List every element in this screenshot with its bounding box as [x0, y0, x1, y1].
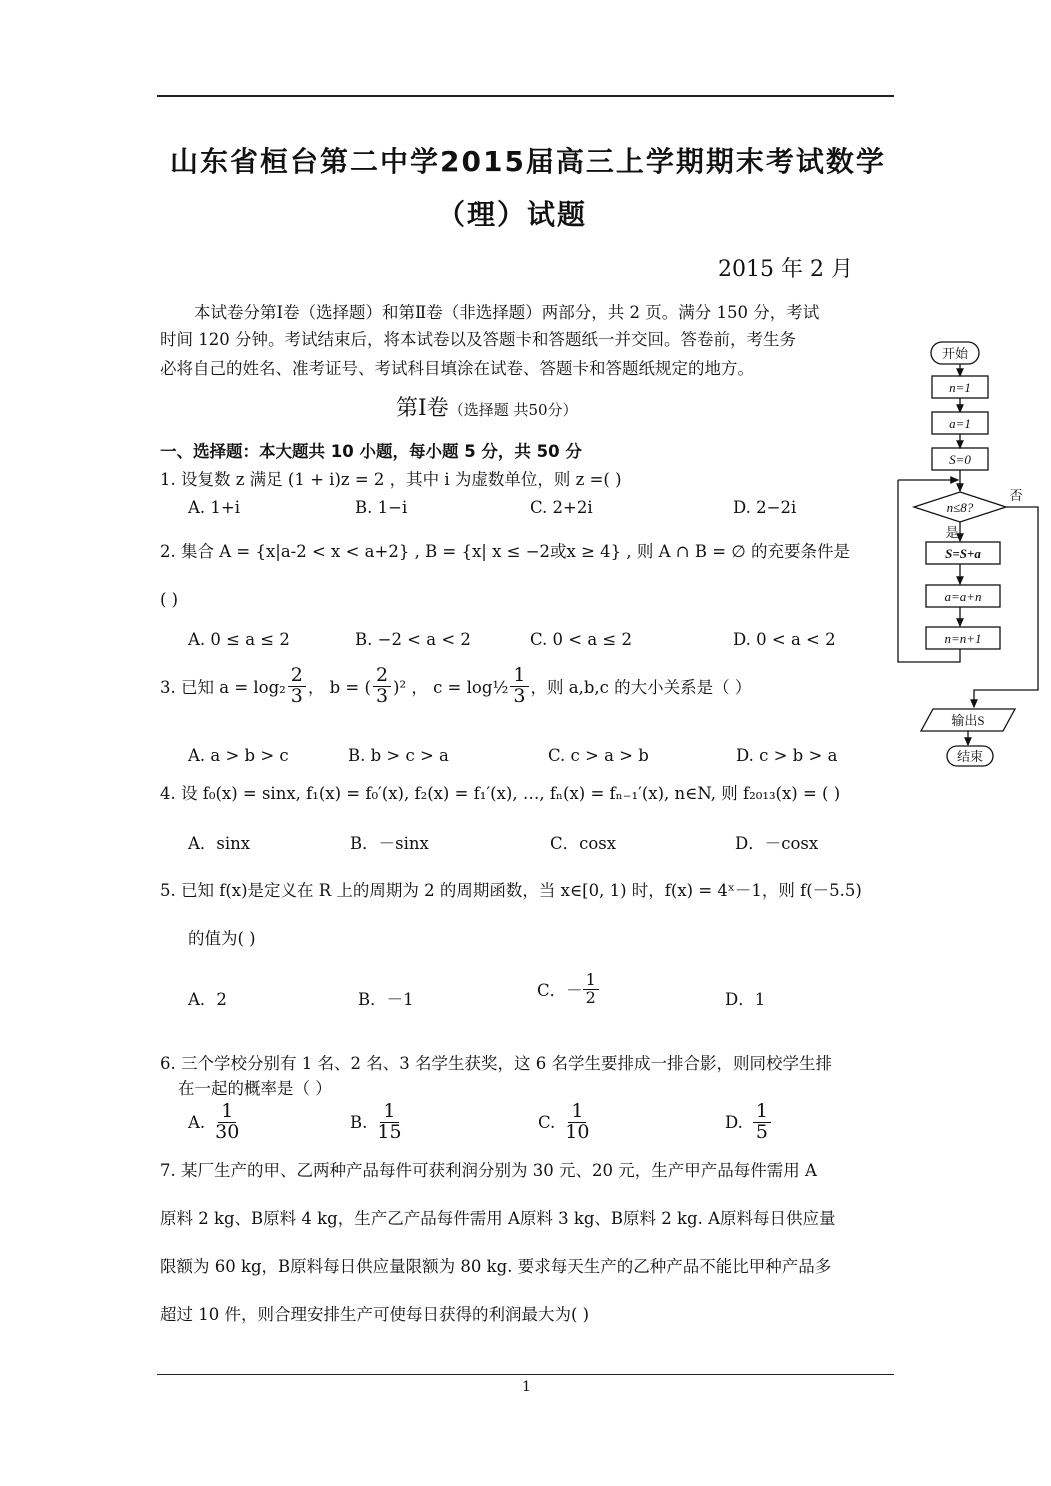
option-fraction: [377, 1102, 401, 1143]
part-heading-main: 第Ⅰ卷: [396, 396, 449, 421]
question-2-option-b: B. −2 < a < 2: [355, 630, 471, 649]
question-4-option-c: C．cosx: [550, 834, 617, 853]
option-fraction: [753, 1102, 771, 1143]
question-5-option-b: B．－1: [358, 990, 414, 1009]
question-3-part-1: 3. 已知 a = log₂: [160, 678, 286, 698]
question-1-option-b: B. 1−i: [355, 498, 408, 517]
part-heading-sub: （选择题 共50分）: [448, 401, 578, 419]
question-1-option-c: C. 2+2i: [530, 498, 593, 517]
question-7-line-4: 超过 10 件，则合理安排生产可使每日获得的利润最大为( ): [160, 1305, 590, 1324]
question-6-stem-1: 6. 三个学校分别有 1 名、2 名、3 名学生获奖，这 6 名学生要排成一排合影，则同校学生排: [160, 1054, 832, 1073]
question-2-paren: ( ): [160, 590, 179, 609]
intro-line-3: 必将自己的姓名、准考证号、考试科目填涂在试卷、答题卡和答题纸规定的地方。: [160, 359, 754, 378]
question-1-stem: 1. 设复数 z 满足 (1 + i)z = 2 ，其中 i 为虚数单位，则 z =( ): [160, 470, 622, 489]
fraction-denominator: 10: [565, 1120, 590, 1143]
question-5-option-d: D．1: [725, 990, 766, 1009]
question-3-option-b: B. b > c > a: [348, 746, 449, 765]
flowchart-output-label: 输出S: [951, 713, 985, 728]
question-4-stem: 4. 设 f₀(x) = sinx, f₁(x) = f₀′(x), f₂(x) = f₁′(x), …, fₙ(x) = fₙ₋₁′(x), n∈N, 则 f₂₀₁₃(x) = ( ): [160, 784, 841, 803]
exam-title: 山东省桓台第二中学2015届高三上学期期末考试数学: [170, 145, 886, 178]
question-3-option-a: A. a > b > c: [188, 746, 289, 765]
section-heading: 一、选择题：本大题共 10 小题，每小题 5 分，共 50 分: [160, 442, 582, 461]
fraction-denominator: 3: [513, 684, 526, 707]
question-3-option-d: D. c > b > a: [736, 746, 838, 765]
flowchart-start-label: 开始: [941, 346, 969, 361]
option-label: C.: [538, 1112, 556, 1132]
fraction-numerator: 2: [373, 666, 391, 687]
question-7-line-2: 原料 2 kg、B原料 4 kg，生产乙产品每件需用 A原料 3 kg、B原料 2 kg. A原料每日供应量: [160, 1209, 836, 1228]
question-3-fraction-2: [373, 666, 391, 707]
question-6-stem-2: 在一起的概率是（ ）: [178, 1079, 332, 1098]
fraction-numerator: 1: [583, 972, 599, 990]
question-4-option-b: B．－sinx: [350, 834, 429, 853]
question-3-fraction-3: [510, 666, 528, 707]
question-7-line-3: 限额为 60 kg，B原料每日供应量限额为 80 kg. 要求每天生产的乙种产品不能比甲种产品多: [160, 1257, 832, 1276]
question-3-option-c: C. c > a > b: [548, 746, 649, 765]
fraction-denominator: 2: [585, 987, 596, 1007]
top-rule: [157, 95, 894, 97]
question-2-stem: 2. 集合 A = {x|a-2 < x < a+2} , B = {x| x ≤ −2或x ≥ 4} , 则 A ∩ B = ∅ 的充要条件是: [160, 542, 850, 561]
question-2-option-c: C. 0 < a ≤ 2: [530, 630, 632, 649]
intro-line-1: 本试卷分第Ⅰ卷（选择题）和第Ⅱ卷（非选择题）两部分，共 2 页。满分 150 分，考试: [194, 303, 820, 322]
flowchart-condition-label: n≤8?: [946, 500, 974, 515]
fraction-denominator: 30: [215, 1120, 240, 1143]
option-label: A.: [188, 1112, 206, 1132]
option-fraction: [215, 1102, 239, 1143]
question-4-option-d: D．－cosx: [735, 834, 819, 853]
question-3-part-2: ， b = (: [307, 678, 371, 698]
question-1-option-a: A. 1+i: [188, 498, 241, 517]
flowchart: [890, 335, 1050, 775]
fraction-numerator: 1: [218, 1102, 236, 1123]
question-3-fraction-1: [288, 666, 306, 707]
flowchart-a-init-label: a=1: [949, 416, 971, 431]
fraction-numerator: 1: [380, 1102, 398, 1123]
flowchart-no-label: 否: [1009, 488, 1023, 503]
fraction-denominator: 3: [375, 684, 389, 707]
fraction-numerator: 1: [568, 1102, 586, 1123]
question-7-line-1: 7. 某厂生产的甲、乙两种产品每件可获利润分别为 30 元、20 元，生产甲产品每件需用 A: [160, 1161, 817, 1180]
question-3-stem: [160, 666, 751, 707]
bottom-rule: [157, 1374, 894, 1375]
fraction-numerator: 2: [288, 666, 306, 687]
option-label: D.: [725, 1112, 743, 1132]
option-c-fraction: [583, 972, 599, 1007]
question-2-option-a: A. 0 ≤ a ≤ 2: [188, 630, 290, 649]
fraction-denominator: 3: [290, 684, 303, 707]
question-5-option-c: [537, 972, 599, 1007]
question-5-stem-2: 的值为( ): [188, 929, 256, 948]
fraction-denominator: 15: [377, 1120, 402, 1143]
flowchart-a-update-label: a=a+n: [944, 589, 982, 604]
page-number: 1: [522, 1379, 531, 1395]
question-6-option-c: [538, 1102, 589, 1143]
question-4-option-a: A．sinx: [188, 834, 251, 853]
part-heading: [396, 391, 578, 422]
question-6-option-a: [188, 1102, 239, 1143]
flowchart-s-init-label: S=0: [949, 452, 971, 467]
option-fraction: [565, 1102, 589, 1143]
question-2-option-d: D. 0 < a < 2: [733, 630, 836, 649]
flowchart-s-update-label: S=S+a: [945, 546, 981, 561]
question-5-stem: 5. 已知 f(x)是定义在 R 上的周期为 2 的周期函数，当 x∈[0, 1) 时，f(x) = 4ˣ－1，则 f(－5.5): [160, 881, 862, 900]
fraction-numerator: 1: [753, 1102, 771, 1123]
fraction-denominator: 5: [755, 1120, 768, 1143]
question-3-part-3: )² ， c = log½: [393, 678, 509, 698]
question-3-part-4: ，则 a,b,c 的大小关系是（ ）: [530, 678, 752, 698]
exam-subtitle: （理）试题: [437, 198, 588, 231]
question-1-option-d: D. 2−2i: [733, 498, 797, 517]
exam-date: 2015 年 2 月: [718, 257, 853, 282]
fraction-numerator: 1: [510, 666, 528, 687]
flowchart-end-label: 结束: [956, 749, 984, 764]
option-label: B.: [350, 1112, 368, 1132]
flowchart-n-update-label: n=n+1: [944, 631, 982, 646]
intro-line-2: 时间 120 分钟。考试结束后，将本试卷以及答题卡和答题纸一并交回。答卷前，考生务: [160, 330, 796, 349]
question-5-option-a: A．2: [188, 990, 227, 1009]
question-6-option-b: [350, 1102, 402, 1143]
question-6-option-d: [725, 1102, 771, 1143]
flowchart-n-init-label: n=1: [949, 380, 971, 395]
option-c-prefix: C．－: [537, 981, 583, 1001]
flowchart-yes-label: 是: [945, 525, 959, 540]
